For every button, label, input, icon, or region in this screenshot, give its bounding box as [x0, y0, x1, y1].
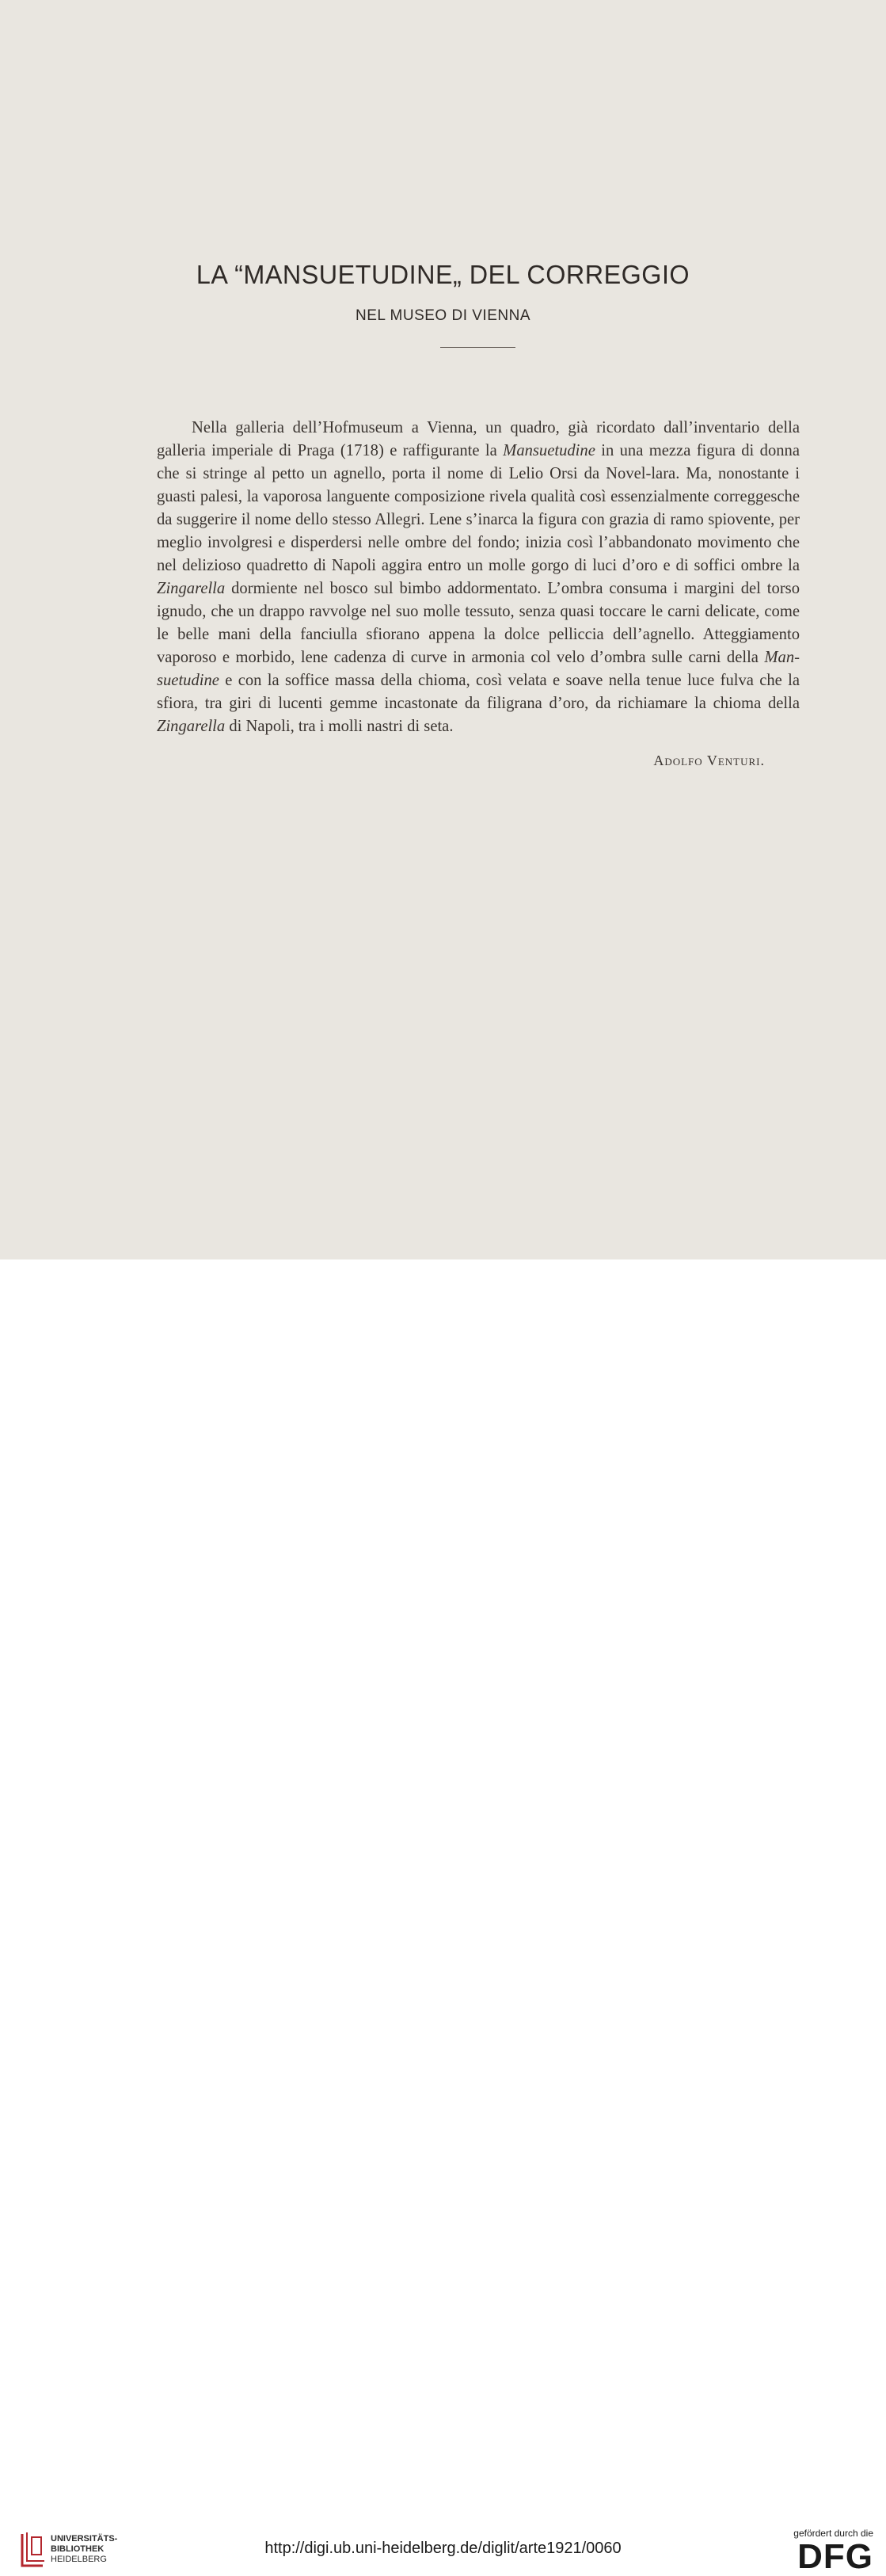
- italic-title-reference: Man-suetudine: [157, 649, 800, 689]
- body-text-run: in una mezza figura di donna che si stringe al petto un agnello, porta il nome di Lelio Orsi da Novel-lara. Ma, nonostante i guasti palesi, la vaporosa languente composizione rivela qualità così essenzialmente correggesche da suggerire il nome dello stesso Allegri. Lene s’inarca la figura con grazia di ramo spiovente, per meglio involgresi e disperdersi nelle ombre del fondo; inizia così l’abbandonato movimento che nel delizioso quadretto di Napoli aggira entro un molle gorgo di luci d’oro e di soffici ombre la: [157, 442, 800, 574]
- italic-title-reference: Mansuetudine: [503, 442, 595, 459]
- author-signature: Adolfo Venturi.: [653, 753, 765, 768]
- italic-title-reference: Zingarella: [157, 718, 226, 735]
- article-subtitle: NEL MUSEO DI VIENNA: [355, 307, 530, 324]
- italic-title-reference: Zingarella: [157, 580, 226, 597]
- dfg-logo: DFG: [797, 2537, 873, 2576]
- article-body: [157, 417, 800, 738]
- digitization-footer: [0, 1259, 886, 2576]
- library-name-line3: HEIDELBERG: [51, 2555, 107, 2564]
- body-text-run: e con la soffice massa della chioma, così velata e soave nella tenue luce fulva che la sfiora, tra giri di lucenti gemme incastonate da filigrana d’oro, da richiamare la chioma della: [157, 672, 800, 712]
- title-divider: [440, 347, 515, 348]
- body-text-run: dormiente nel bosco sul bimbo addormentato. L’ombra consuma i margini del torso ignudo, che un drappo ravvolge nel suo molle tessuto, senza quasi toccare le carni delicate, come le belle mani della fanciulla sfiorano appena la dolce pelliccia dell’agnello. Atteggiamento vaporoso e morbido, lene cadenza di curve in armonia col velo d’ombra sulle carni della: [157, 580, 800, 666]
- scanned-page: [0, 0, 886, 1259]
- funding-caption: gefördert durch die: [793, 2528, 873, 2539]
- source-url-link[interactable]: http://digi.ub.uni-heidelberg.de/diglit/arte1921/0060: [264, 2540, 622, 2557]
- body-text-run: di Napoli, tra i molli nastri di seta.: [225, 718, 454, 735]
- library-name-line1: UNIVERSITÄTS-: [51, 2534, 118, 2544]
- body-text-run: Nella galleria dell’Hofmuseum a Vienna, un quadro, già ricordato dall’inventario della galleria imperiale di Praga (1718) e raffigurante la: [157, 419, 800, 459]
- article-title: LA “MANSUETUDINE„ DEL CORREGGIO: [196, 260, 690, 289]
- library-name-line2: BIBLIOTHEK: [51, 2544, 105, 2554]
